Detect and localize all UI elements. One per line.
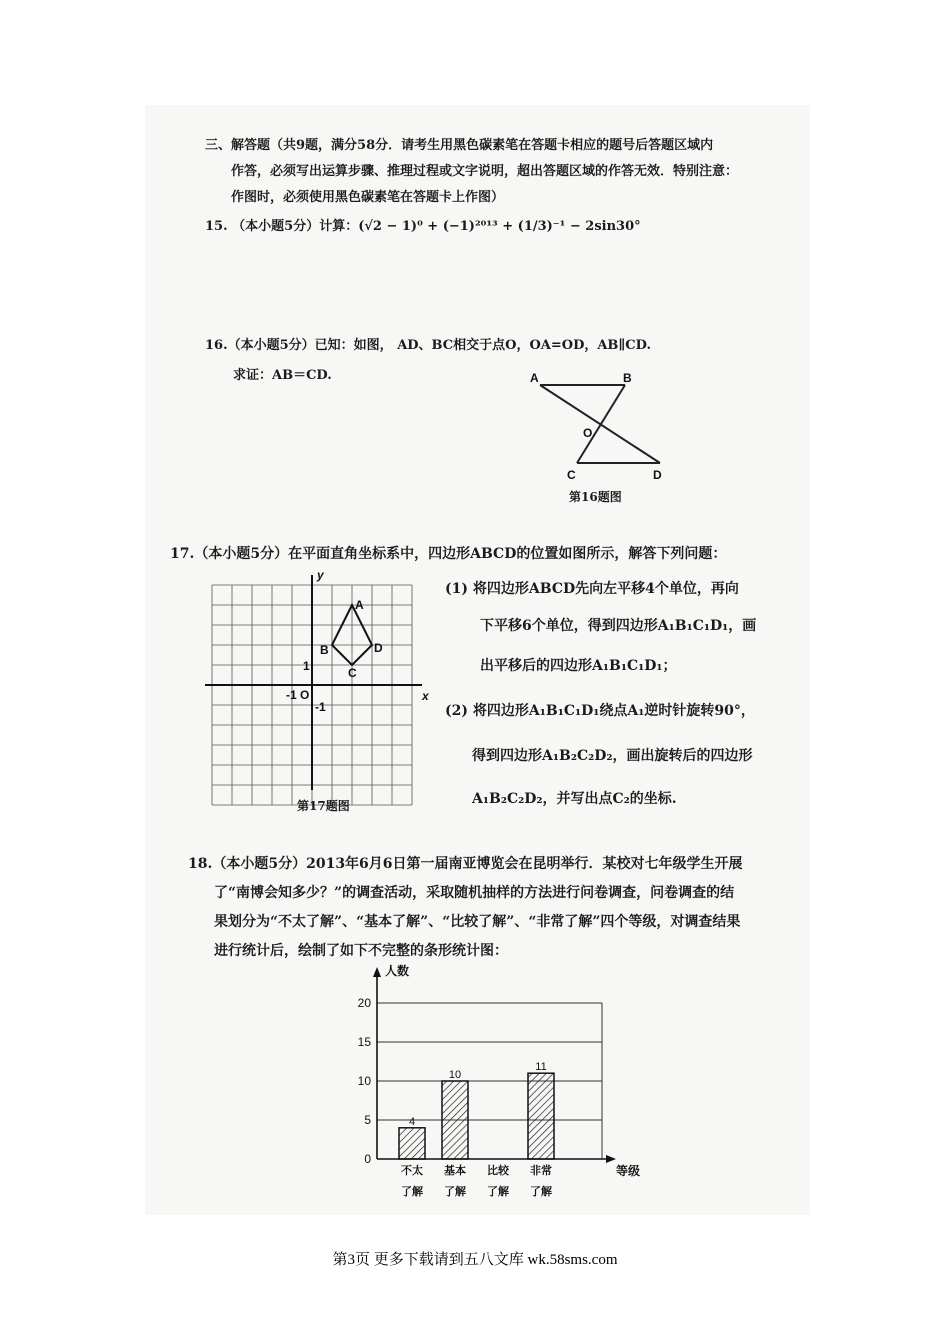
question-15: 15. （本小题5分）计算：(√2 − 1)⁰ + (−1)²⁰¹³ + (1/3)⁻¹ − 2sin30°	[205, 219, 641, 234]
tick-one: 1	[303, 659, 310, 673]
y-axis-title: 人数	[385, 964, 410, 978]
label-a: A	[530, 371, 539, 385]
figure-17-grid	[200, 565, 440, 795]
axis-label-y: y	[317, 568, 324, 582]
question-16: 16.（本小题5分）已知：如图， AD、BC相交于点O，OA=OD，AB∥CD.	[205, 338, 651, 353]
question-17: 17.（本小题5分）在平面直角坐标系中，四边形ABCD的位置如图所示，解答下列问题：	[170, 546, 727, 562]
label-c: C	[567, 468, 576, 482]
label-b: B	[320, 643, 329, 657]
question-18: 18.（本小题5分）2013年6月6日第一届南亚博览会在昆明举行．某校对七年级学生开展 了“南博会知多少？”的调查活动，采取随机抽样的方法进行问卷调查，问卷调查的结 果划分为“不太了解”、“基本了解”、“比较了解”、“非常了解”四个等级，对调查结果 进行统计后，绘制了如下不完整的条形统计图：	[188, 856, 743, 959]
data-label-2: 10	[448, 1069, 462, 1081]
label-d: D	[653, 468, 662, 482]
bar-chart	[345, 963, 641, 1208]
q17-part2-line1: (2) 将四边形A₁B₁C₁D₁绕点A₁逆时针旋转90°，	[445, 703, 755, 719]
y-tick-label: 20	[357, 996, 371, 1010]
data-label-1: 4	[408, 1115, 416, 1128]
data-label-4: 11	[535, 1061, 547, 1074]
segment-bc	[577, 385, 625, 463]
tick-neg-one-x: -1	[286, 688, 297, 702]
label-a: A	[355, 598, 364, 612]
bar-1	[399, 1128, 425, 1159]
x-axis-title: 等级	[616, 1164, 641, 1178]
tick-neg-one-y: -1	[315, 700, 326, 714]
category-label: 了解	[444, 1186, 466, 1198]
figure-16	[520, 365, 680, 485]
category-label: 比较	[487, 1165, 509, 1177]
x-axis-arrow	[606, 1155, 616, 1163]
category-label: 了解	[401, 1186, 423, 1198]
question-16-prove: 求证：AB＝CD.	[233, 368, 332, 383]
figure-17-caption: 第17题图	[297, 799, 350, 813]
bar-4	[528, 1073, 554, 1159]
y-tick-label: 0	[364, 1152, 371, 1166]
category-label: 非常	[530, 1165, 552, 1177]
page-footer: 第3页 更多下载请到五八文库 wk.58sms.com	[332, 1252, 618, 1268]
bar-2	[442, 1081, 468, 1159]
label-c: C	[348, 666, 357, 680]
q17-part2-line3: A₁B₂C₂D₂，并写出点C₂的坐标.	[472, 791, 677, 807]
y-tick-label: 10	[357, 1074, 371, 1088]
category-label: 了解	[487, 1186, 509, 1198]
q17-part2-line2: 得到四边形A₁B₂C₂D₂，画出旋转后的四边形	[472, 748, 753, 764]
label-o: O	[583, 426, 593, 440]
category-label: 不太	[401, 1165, 423, 1177]
figure-16-caption: 第16题图	[569, 490, 622, 504]
q17-part1-line3: 出平移后的四边形A₁B₁C₁D₁；	[480, 658, 677, 674]
y-tick-label: 5	[364, 1113, 371, 1127]
category-label: 了解	[530, 1186, 552, 1198]
section-heading: 三、解答题（共9题，满分58分．请考生用黑色碳素笔在答题卡相应的题号后答题区域内 作答，必须写出运算步骤、推理过程或文字说明，超出答题区域的作答无效．特别注意： 作图时，必须使用黑色碳素笔在答题卡上作图）	[205, 138, 739, 205]
category-label: 基本	[444, 1165, 466, 1177]
q17-part1-line1: (1) 将四边形ABCD先向左平移4个单位，再向	[445, 581, 739, 597]
q17-part1-line2: 下平移6个单位，得到四边形A₁B₁C₁D₁，画	[480, 618, 757, 634]
y-tick-label: 15	[357, 1035, 371, 1049]
label-d: D	[374, 641, 383, 655]
origin-label: O	[300, 688, 310, 702]
axis-label-x: x	[422, 689, 429, 703]
y-axis-arrow	[373, 967, 381, 977]
label-b: B	[623, 371, 632, 385]
